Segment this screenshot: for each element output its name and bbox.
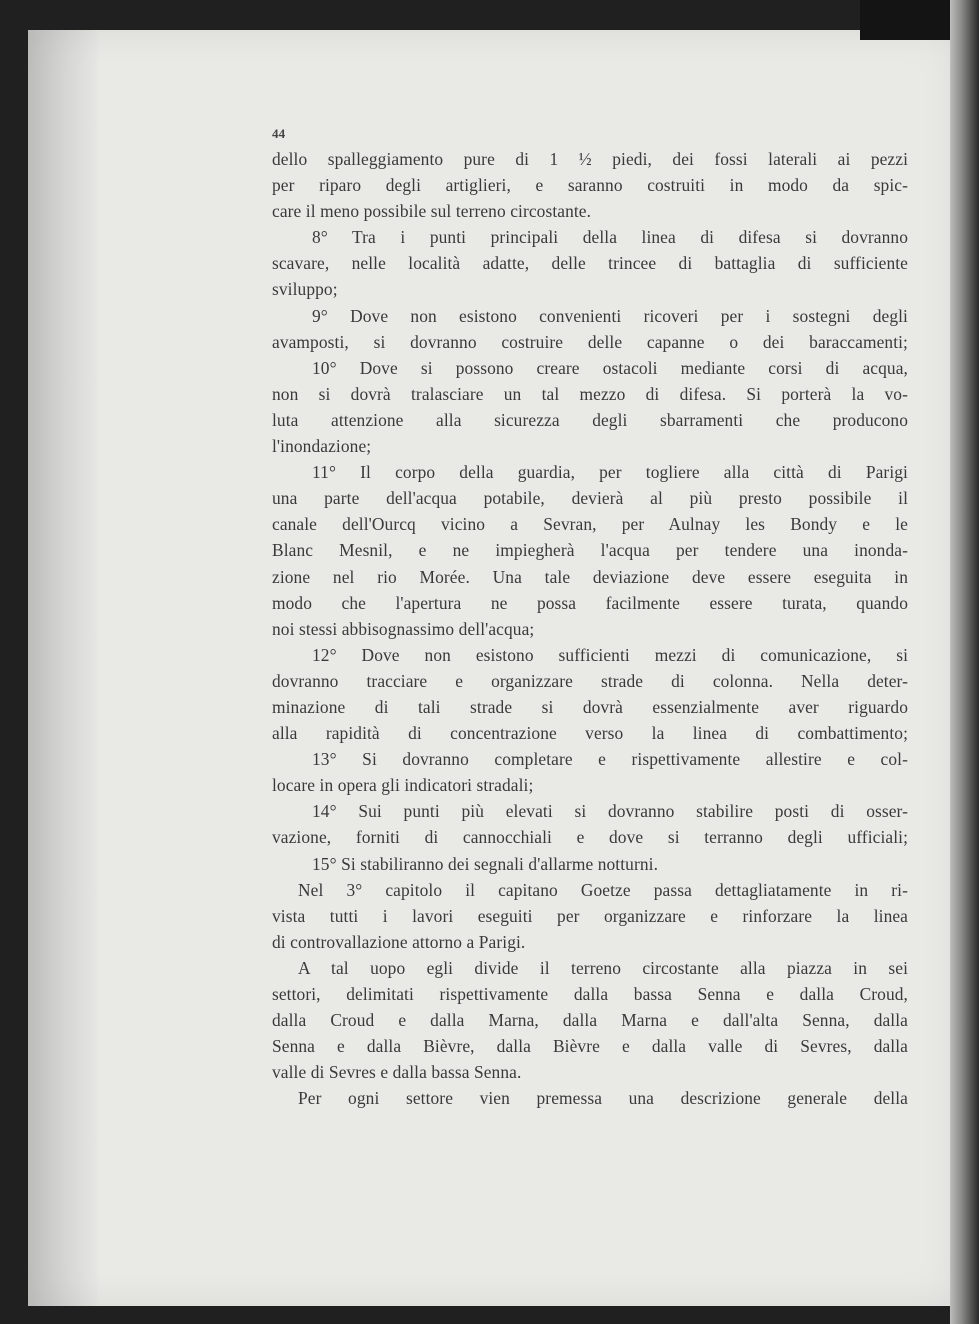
text-line: non si dovrà tralasciare un tal mezzo di difesa. Si porterà la vo- bbox=[272, 383, 908, 404]
text-line: noi stessi abbisognassimo dell'acqua; bbox=[272, 618, 535, 639]
text-line: dovranno tracciare e organizzare strade di colonna. Nella deter- bbox=[272, 670, 908, 691]
text-line: zione nel rio Morée. Una tale deviazione deve essere eseguita in bbox=[272, 566, 908, 587]
text-line: avamposti, si dovranno costruire delle capanne o dei baraccamenti; bbox=[272, 331, 908, 352]
text-line: vazione, forniti di cannocchiali e dove si terranno degli ufficiali; bbox=[272, 827, 908, 848]
text-lines bbox=[272, 146, 908, 1111]
text-line: di controvallazione attorno a Parigi. bbox=[272, 931, 526, 952]
text-line: per riparo degli artiglieri, e saranno costruiti in modo da spic- bbox=[272, 175, 908, 196]
text-line: Blanc Mesnil, e ne impiegherà l'acqua per tendere una inonda- bbox=[272, 540, 908, 561]
text-line: Per ogni settore vien premessa una descrizione generale della bbox=[298, 1088, 908, 1109]
text-line: sviluppo; bbox=[272, 279, 338, 300]
body-text bbox=[272, 122, 908, 1111]
text-line: dalla Croud e dalla Marna, dalla Marna e dall'alta Senna, dalla bbox=[272, 1010, 908, 1031]
page-number: 44 bbox=[272, 126, 286, 141]
text-line: 11° Il corpo della guardia, per togliere alla città di Parigi bbox=[312, 462, 908, 483]
page-edge bbox=[950, 0, 979, 1324]
text-line: 15° Si stabiliranno dei segnali d'allarme notturni. bbox=[312, 853, 659, 874]
text-line: 9° Dove non esistono convenienti ricoveri per i sostegni degli bbox=[312, 305, 908, 326]
text-line: 10° Dove si possono creare ostacoli mediante corsi di acqua, bbox=[312, 357, 908, 378]
text-line: locare in opera gli indicatori stradali; bbox=[272, 775, 534, 796]
text-line: 12° Dove non esistono sufficienti mezzi di comunicazione, si bbox=[312, 644, 908, 665]
text-line: 8° Tra i punti principali della linea di difesa si dovranno bbox=[312, 227, 908, 248]
text-line: Nel 3° capitolo il capitano Goetze passa dettagliatamente in ri- bbox=[298, 879, 908, 900]
text-line: dello spalleggiamento pure di 1 ½ piedi, dei fossi laterali ai pezzi bbox=[272, 149, 908, 169]
text-line: alla rapidità di concentrazione verso la linea di combattimento; bbox=[272, 723, 908, 744]
text-line: 14° Sui punti più elevati si dovranno stabilire posti di osser- bbox=[312, 801, 908, 822]
text-line: 13° Si dovranno completare e rispettivamente allestire e col- bbox=[312, 749, 908, 770]
text-line: canale dell'Ourcq vicino a Sevran, per Aulnay les Bondy e le bbox=[272, 514, 908, 535]
text-line: l'inondazione; bbox=[272, 436, 372, 457]
text-line: A tal uopo egli divide il terreno circostante alla piazza in sei bbox=[298, 957, 908, 978]
text-line: vista tutti i lavori eseguiti per organizzare e rinforzare la linea bbox=[272, 905, 908, 926]
text-line: modo che l'apertura ne possa facilmente essere turata, quando bbox=[272, 592, 908, 613]
text-line: Senna e dalla Bièvre, dalla Bièvre e dalla valle di Sevres, dalla bbox=[272, 1036, 908, 1057]
text-line: valle di Sevres e dalla bassa Senna. bbox=[272, 1062, 522, 1083]
text-line: care il meno possibile sul terreno circostante. bbox=[272, 201, 592, 222]
gutter-shadow bbox=[28, 30, 98, 1306]
text-line: scavare, nelle località adatte, delle trincee di battaglia di sufficiente bbox=[272, 253, 908, 274]
text-line: una parte dell'acqua potabile, devierà al più presto possibile il bbox=[272, 488, 908, 509]
text-line: luta attenzione alla sicurezza degli sbarramenti che producono bbox=[272, 409, 908, 430]
text-line: settori, delimitati rispettivamente dalla bassa Senna e dalla Croud, bbox=[272, 984, 908, 1004]
text-line: minazione di tali strade si dovrà essenzialmente aver riguardo bbox=[272, 696, 908, 717]
